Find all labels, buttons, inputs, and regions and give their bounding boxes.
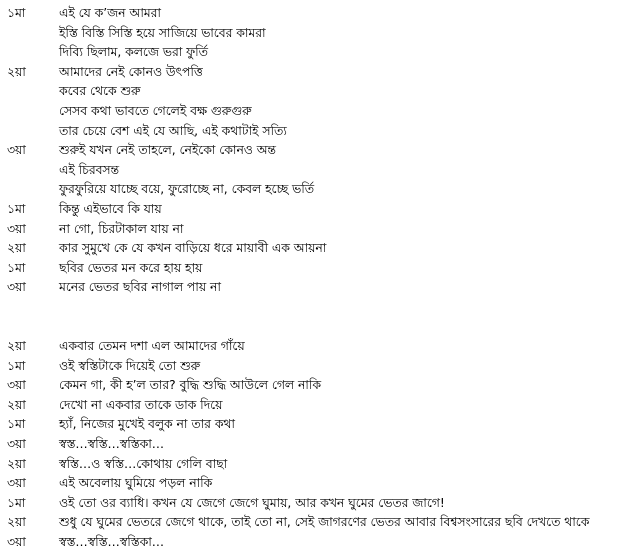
dialogue-line (0, 82, 624, 102)
dialogue-line (0, 357, 624, 377)
speaker-label: ৩য়া (7, 221, 26, 236)
dialogue-text: শুধু যে ঘুমের ভেতরে জেগে থাকে, তাই তো না, সেই জাগরণের ভেতর আবার বিশ্বসংসারের ছবি দেখতে থাকে (59, 515, 590, 530)
speaker-label: ৩য়া (7, 476, 26, 491)
dialogue-line (0, 102, 624, 122)
dialogue-text: ছবির ভেতর মন করে হায় হায় (59, 260, 203, 275)
speaker-label: ১মা (7, 495, 26, 510)
dialogue-text: তার চেয়ে বেশ এই যে আছি, এই কথাটাই সত্যি (59, 123, 287, 138)
dialogue-line (0, 396, 624, 416)
speaker-label: ২য়া (7, 515, 26, 530)
speaker-label: ২য়া (7, 241, 26, 256)
dialogue-text: ফুরফুরিয়ে যাচ্ছে বয়ে, ফুরোচ্ছে না, কেবল হচ্ছে ভর্তি (59, 182, 314, 197)
stanza-2 (0, 337, 624, 553)
speaker-label: ২য়া (7, 339, 26, 354)
dialogue-line (0, 122, 624, 142)
dialogue-line (0, 161, 624, 181)
dialogue-text: হ্যাঁ, নিজের মুখেই বলুক না তার কথা (59, 417, 235, 432)
dialogue-line (0, 513, 624, 533)
dialogue-line (0, 533, 624, 553)
stanza-gap (0, 298, 624, 318)
dialogue-text: মনের ভেতর ছবির নাগাল পায় না (59, 280, 221, 295)
speaker-label: ৩য়া (7, 280, 26, 295)
dialogue-text: স্বস্ত…স্বস্তি…স্বস্তিকা… (59, 535, 165, 550)
speaker-label: ১মা (7, 417, 26, 432)
dialogue-line (0, 43, 624, 63)
dialogue-text: এই চিরবসন্ত (59, 162, 120, 177)
dialogue-line (0, 200, 624, 220)
dialogue-line (0, 63, 624, 83)
dialogue-text: স্বস্তি…ও স্বস্তি…কোথায় গেলি বাছা (59, 456, 228, 471)
dialogue-line (0, 415, 624, 435)
dialogue-text: ওই তো ওর ব্যাধি। কখন যে জেগে জেগে ঘুমায়, আর কখন ঘুমের ভেতর জাগে! (59, 495, 445, 510)
speaker-label: ১মা (7, 358, 26, 373)
dialogue-text: কবের থেকে শুরু (59, 84, 141, 99)
speaker-label: ১মা (7, 260, 26, 275)
speaker-label: ৩য়া (7, 143, 26, 158)
speaker-label: ২য়া (7, 456, 26, 471)
dialogue-line (0, 455, 624, 475)
dialogue-text: কার সুমুখে কে যে কখন বাড়িয়ে ধরে মায়াবী এক আয়না (59, 241, 327, 256)
dialogue-text: সেসব কথা ভাবতে গেলেই বক্ষ গুরুগুরু (59, 103, 252, 118)
dialogue-line (0, 24, 624, 44)
dialogue-line (0, 239, 624, 259)
dialogue-line (0, 278, 624, 298)
dialogue-line (0, 474, 624, 494)
dialogue-text: ইস্তি বিস্তি সিস্তি হয়ে সাজিয়ে ভাবের কামরা (59, 25, 266, 40)
stanza-gap (0, 318, 624, 338)
dialogue-line (0, 337, 624, 357)
dialogue-line (0, 259, 624, 279)
dialogue-text: দেখো না একবার তাকে ডাক দিয়ে (59, 397, 223, 412)
dialogue-line (0, 435, 624, 455)
dialogue-text: এই অবেলায় ঘুমিয়ে পড়ল নাকি (59, 476, 213, 491)
dialogue-line (0, 376, 624, 396)
dialogue-text: শুরুই যখন নেই তাহলে, নেইকো কোনও অন্ত (59, 143, 276, 158)
speaker-label: ২য়া (7, 64, 26, 79)
speaker-label: ১মা (7, 6, 26, 20)
play-script (0, 4, 624, 553)
dialogue-text: ওই স্বস্তিটাকে দিয়েই তো শুরু (59, 358, 201, 373)
dialogue-text: একবার তেমন দশা এল আমাদের গাঁয়ে (59, 339, 245, 354)
speaker-label: ৩য়া (7, 437, 26, 452)
speaker-label: ১মা (7, 201, 26, 216)
speaker-label: ২য়া (7, 397, 26, 412)
stanza-1 (0, 4, 624, 298)
dialogue-line (0, 141, 624, 161)
speaker-label: ৩য়া (7, 535, 26, 550)
dialogue-text: আমাদের নেই কোনও উৎপত্তি (59, 64, 203, 79)
speaker-label: ৩য়া (7, 378, 26, 393)
dialogue-text: এই যে ক’জন আমরা (59, 6, 161, 20)
dialogue-line (0, 180, 624, 200)
dialogue-line (0, 4, 624, 24)
dialogue-line (0, 494, 624, 514)
dialogue-text: স্বস্ত…স্বস্তি…স্বস্তিকা… (59, 437, 165, 452)
dialogue-text: কেমন গা, কী হ’ল তার? বুদ্ধি শুদ্ধি আউলে গেল নাকি (59, 378, 321, 393)
dialogue-line (0, 220, 624, 240)
dialogue-text: না গো, চিরটাকাল যায় না (59, 221, 184, 236)
dialogue-text: কিন্তু এইভাবে কি যায় (59, 201, 162, 216)
dialogue-text: দিব্যি ছিলাম, কলজে ভরা ফুর্তি (59, 45, 208, 60)
